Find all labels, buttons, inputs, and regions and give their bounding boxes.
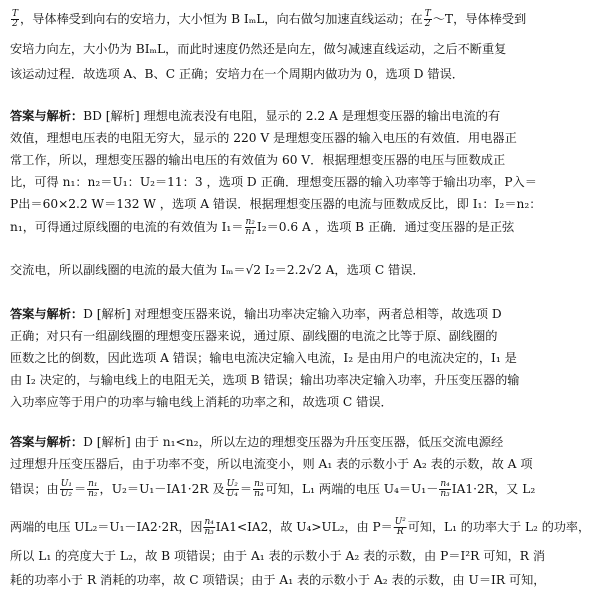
answer-label: 答案与解析： [10, 307, 84, 321]
fraction: $\frac{T}{2}$ [12, 9, 19, 29]
text-line: 所以 L₁ 的亮度大于 L₂，故 B 项错误；由于 A₁ 表的示数小于 A₂ 表的示数，由 P＝I²R 可知，R 消 [10, 549, 546, 563]
text-line: 常工作，所以，理想变压器的输出电压的有效值为 60 V．根据理想变压器的电压与匝数成正 [10, 153, 506, 167]
answer-block-3-line: 答案与解析：D [解析] 由于 n₁<n₂，所以左边的理想变压器为升压变压器，低压交流电源经 [10, 435, 504, 449]
text-line: 比，可得 n₁：n₂＝U₁：U₂＝11：3 ，选项 D 正确．理想变压器的输入功率等于输出功率，P入＝ [10, 175, 537, 189]
text-line: 交流电，所以副线圈的电流的最大值为 Iₘ＝√2 I₂＝2.2√2 A，选项 C 错误． [10, 263, 425, 277]
answer-block-2-line: 答案与解析：D [解析] 对理想变压器来说，输出功率决定输入功率，两者总相等，故选项 D [10, 307, 502, 321]
text-line: 过理想升压变压器后，由于功率不变，所以电流变小，则 A₁ 表的示数小于 A₂ 表的示数，故 A 项 [10, 457, 533, 471]
fraction: $\frac{\text{U₁}}{\text{U₂}}$ [60, 479, 72, 499]
text-line: 匝数之比的倒数，因此选项 A 错误；输电电流决定输入电流，I₂ 是由用户的电流决定的，I₁ 是 [10, 351, 517, 365]
text-line-3: 该运动过程．故选项 A、B、C 正确；安培力在一个周期内做功为 0，选项 D 错误． [10, 67, 464, 81]
text-line: 耗的功率小于 R 消耗的功率，故 C 项错误；由于 A₁ 表的示数小于 A₂ 表的示数，由 U＝IR 可知， [10, 573, 546, 587]
answer-label: 答案与解析： [10, 109, 84, 123]
text-line-1: $\frac{T}{2}$ ，导体棒受到向右的安培力，大小恒为 B IₘL，向右做匀加速直线运动；在 $\frac{T}{2}$ ～T，导体棒受到 [12, 9, 527, 29]
text-line: P出＝60×2.2 W＝132 W ，选项 A 错误．根据理想变压器的电流与匝数成反比，即 I₁：I₂＝n₂： [10, 197, 542, 211]
text-line: 入功率应等于用户的功率与输电线上消耗的功率之和，故选项 C 错误． [10, 395, 393, 409]
fraction: $\frac{\text{n₃}}{\text{n₄}}$ [254, 479, 264, 499]
fraction: $\frac{\text{n₄}}{\text{n₃}}$ [440, 479, 450, 499]
text-line: 正确；对只有一组副线圈的理想变压器来说，通过原、副线圈的电流之比等于原、副线圈的 [10, 329, 498, 343]
fraction: $\frac{T}{2}$ [424, 9, 431, 29]
fraction: $\frac{\text{U²}}{R}$ [394, 517, 406, 537]
answer-label: 答案与解析： [10, 435, 84, 449]
text-line-2: 安培力向左，大小仍为 BIₘL，而此时速度仍然还是向左，做匀减速直线运动，之后不断重复 [10, 42, 507, 56]
fraction: $\frac{\text{n₂}}{\text{n₁}}$ [245, 217, 255, 237]
fraction: $\frac{\text{U₂}}{\text{U₄}}$ [226, 479, 238, 499]
text-line: 错误；由 $\frac{\text{U₁}}{\text{U₂}}$ ＝ $\frac{\text{n₁}}{\text{n₂}}$ ，U₂＝U₁－IA1·2R 及 $\frac{\text{U₂}}{\text{U₄}}$ ＝ $\frac{\text{n₃}}{\text{n₄}}$ 可知，L₁ 两端的电压 U₄＝U₁－ $\frac{\text{n₄}}{\text{n₃}}$ IA1·2R，又 L₂ [10, 479, 536, 499]
text-line: 效值，理想电压表的电阻无穷大，显示的 220 V 是理想变压器的输入电压的有效值．用电器正 [10, 131, 517, 145]
text-line: 由 I₂ 决定的，与输电线上的电阻无关，选项 B 错误；输出功率决定输入功率，升压变压器的输 [10, 373, 520, 387]
text-line: 两端的电压 UL₂＝U₁－IA2·2R，因 $\frac{\text{n₄}}{\text{n₃}}$ IA1<IA2，故 U₄>UL₂，由 P＝ $\frac{\text{U²}}{R}$ 可知，L₁ 的功率大于 L₂ 的功率， [10, 517, 591, 537]
fraction: $\frac{\text{n₁}}{\text{n₂}}$ [88, 479, 98, 499]
text-line: n₁，可得通过原线圈的电流的有效值为 I₁＝ $\frac{\text{n₂}}{\text{n₁}}$ I₂＝0.6 A ，选项 B 正确．通过变压器的是正弦 [10, 217, 515, 237]
answer-block-1-line: 答案与解析：BD [解析] 理想电流表没有电阻，显示的 2.2 A 是理想变压器的输出电流的有 [10, 109, 501, 123]
fraction: $\frac{\text{n₄}}{\text{n₃}}$ [204, 517, 214, 537]
